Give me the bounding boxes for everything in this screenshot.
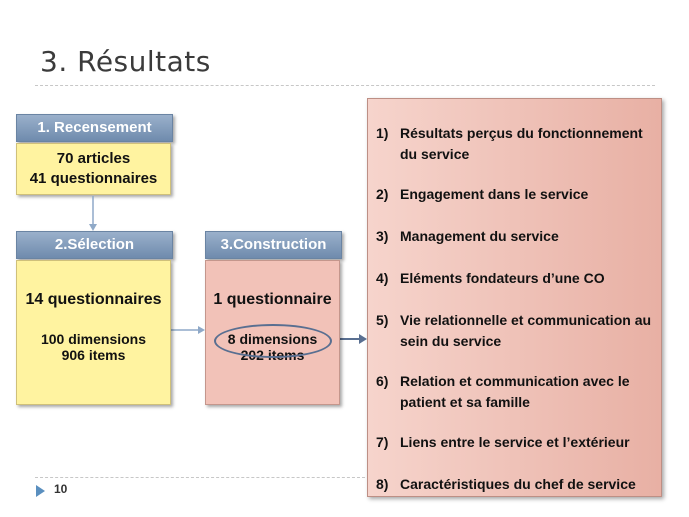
footer-divider — [35, 477, 365, 478]
list-item: 8) Caractéristiques du chef de service — [376, 476, 636, 492]
selection-box — [16, 260, 171, 405]
construction-header: 3.Construction — [205, 231, 342, 259]
selection-questionnaires: 14 questionnaires — [25, 291, 162, 308]
list-item: 1) Résultats perçus du fonctionnement du service — [376, 125, 643, 162]
results-panel — [367, 98, 662, 497]
construction-questionnaire: 1 questionnaire — [213, 291, 332, 308]
list-item: 7) Liens entre le service et l’extérieur — [376, 434, 630, 450]
recensement-line: 70 articles — [56, 150, 131, 167]
triangle-arrow-icon — [36, 485, 45, 497]
list-item: 5) Vie relationnelle et communication au sein du service — [376, 312, 652, 349]
construction-items: 202 items — [240, 347, 305, 363]
recensement-header: 1. Recensement — [16, 114, 173, 142]
selection-items: 906 items — [61, 347, 126, 363]
list-item: 4) Eléments fondateurs d’une CO — [376, 270, 605, 286]
selection-dimensions: 100 dimensions — [40, 331, 147, 347]
list-item: 3) Management du service — [376, 228, 559, 244]
results-list — [376, 123, 656, 495]
dimensions-highlight-ellipse — [214, 324, 332, 358]
list-item: 2) Engagement dans le service — [376, 186, 589, 202]
page-number: 10 — [54, 482, 68, 496]
selection-header: 2.Sélection — [16, 231, 173, 259]
page-title: 3. Résultats — [40, 45, 211, 78]
construction-dimensions: 8 dimensions — [227, 331, 318, 347]
list-item: 6) Relation et communication avec le patient et sa famille — [376, 373, 630, 410]
recensement-line: 41 questionnaires — [29, 170, 158, 187]
